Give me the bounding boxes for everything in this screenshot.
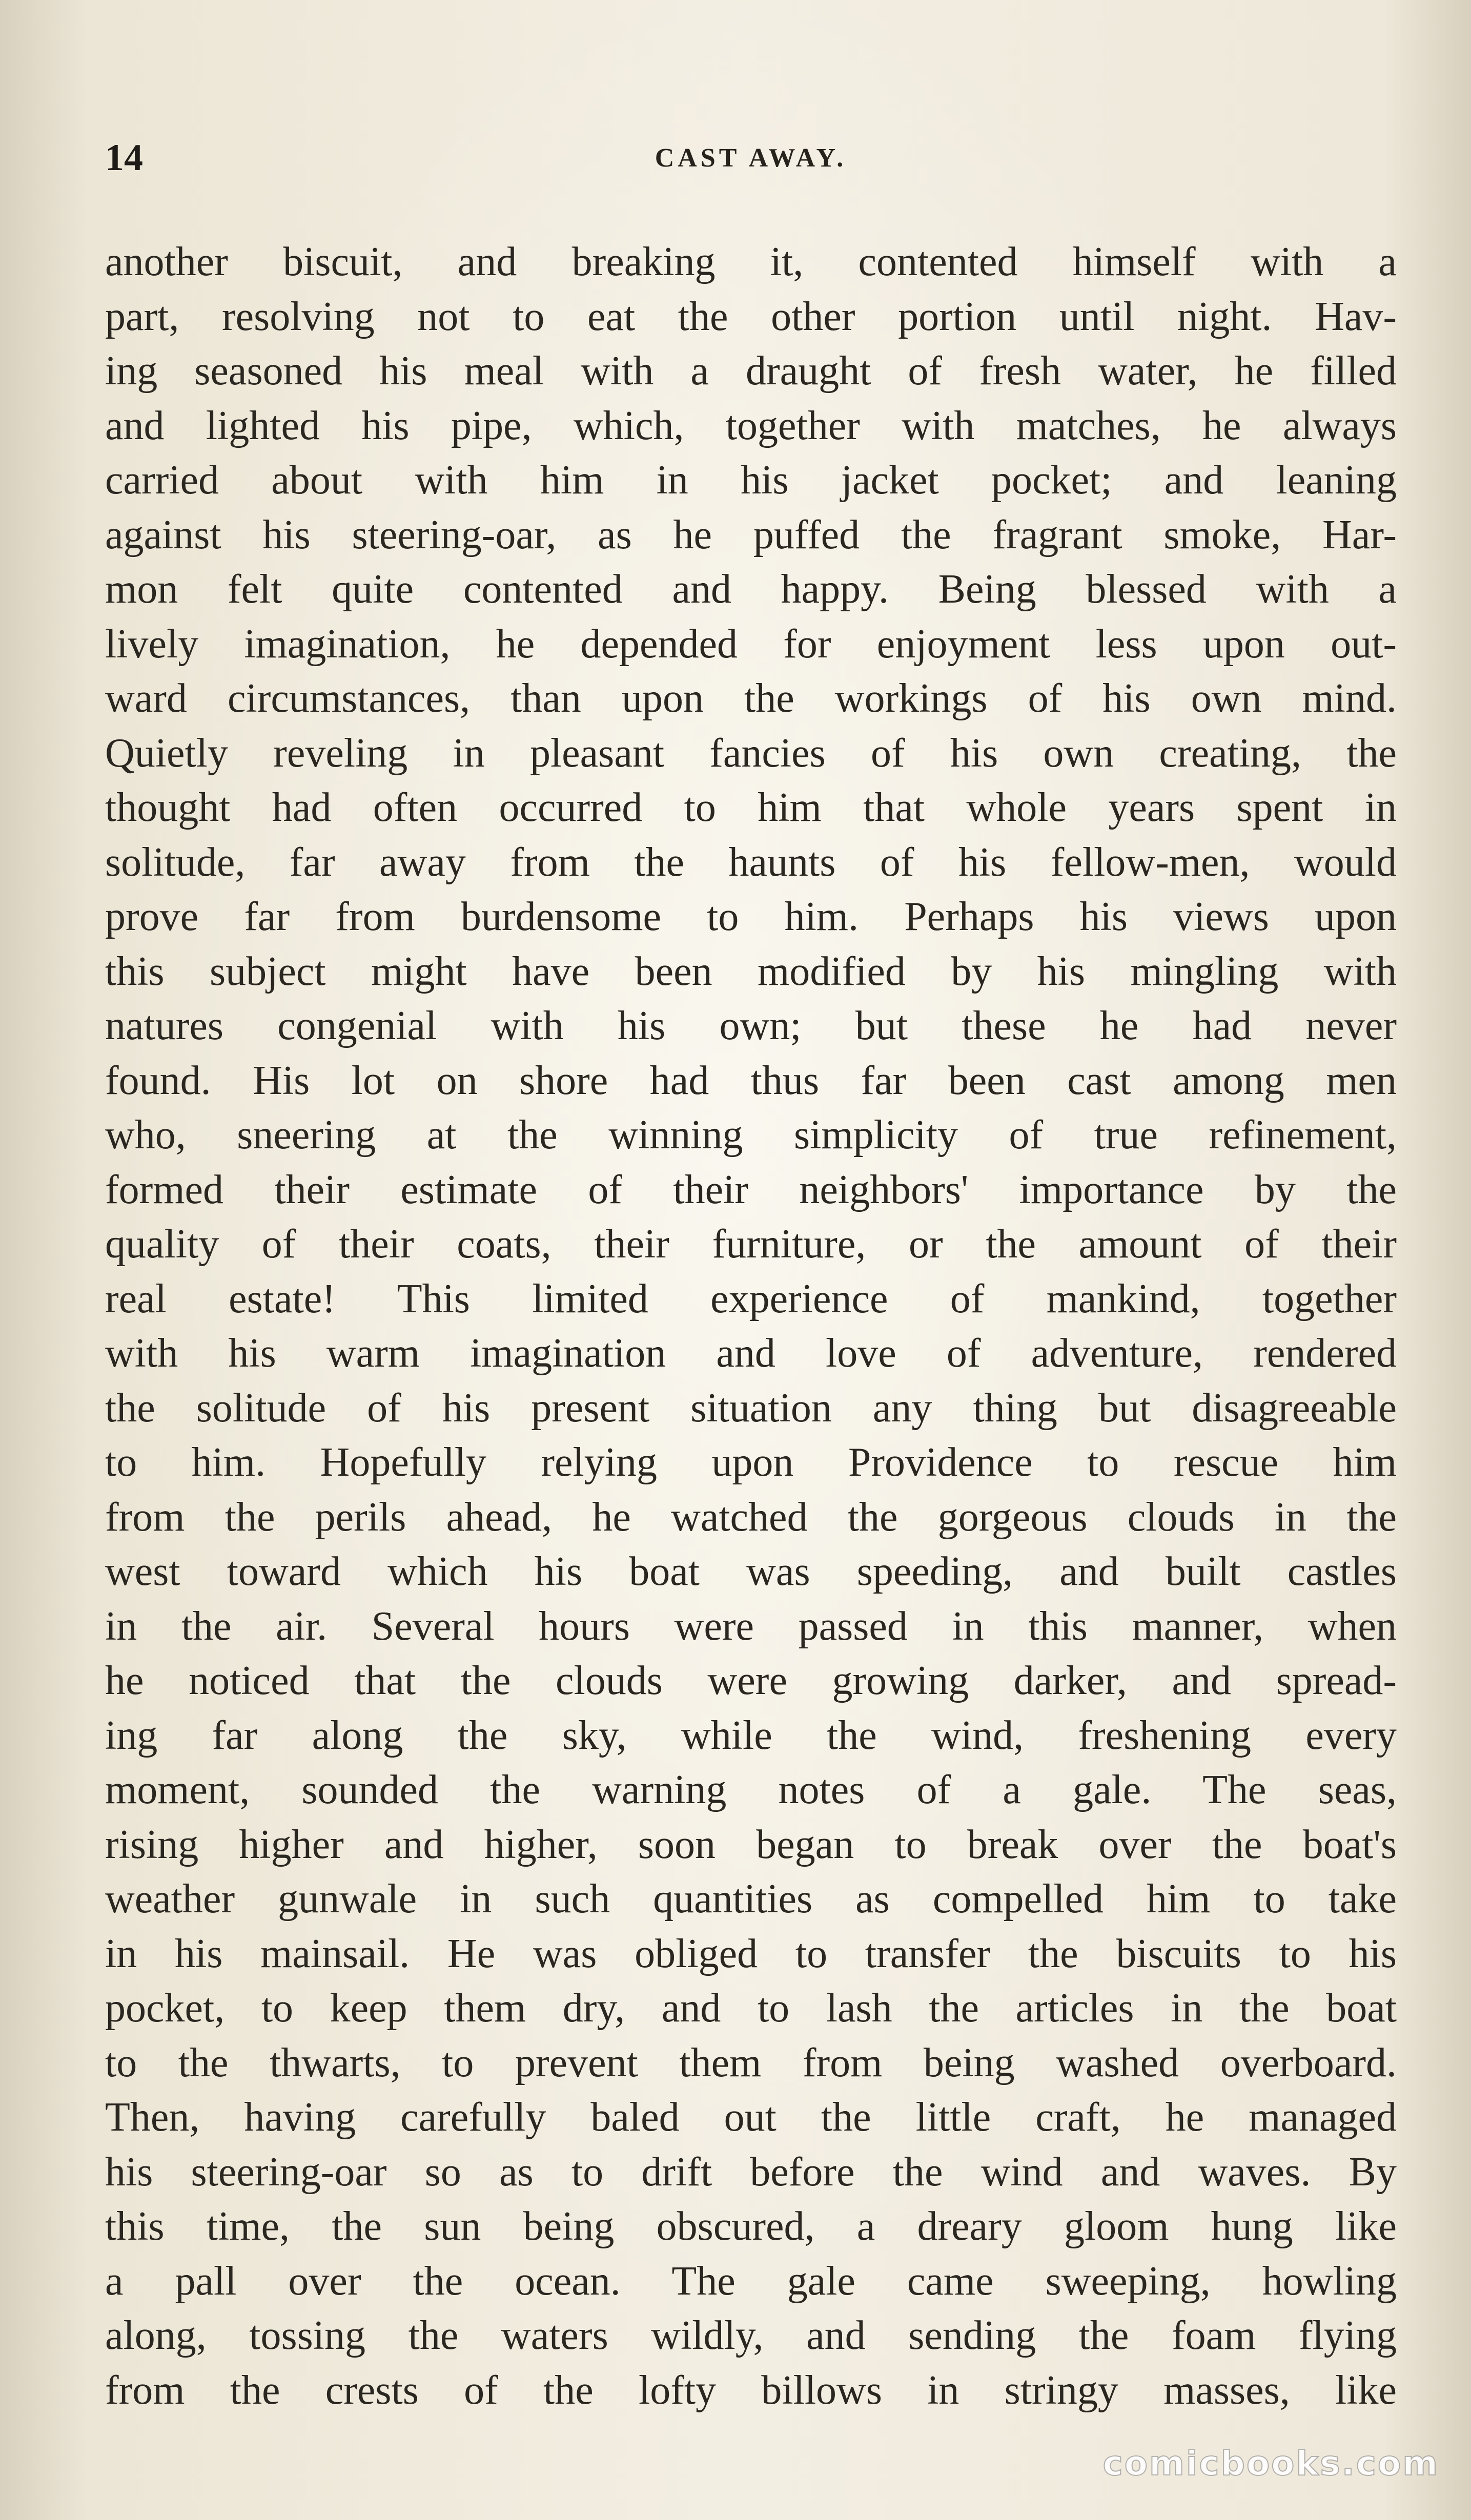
text-line: a pall over the ocean. The gale came sweeping, howling — [105, 2258, 1397, 2304]
text-line: solitude, far away from the haunts of his fellow-men, would — [105, 839, 1397, 885]
text-line: from the perils ahead, he watched the gorgeous clouds in the — [105, 1494, 1397, 1540]
text-line: part, resolving not to eat the other portion until night. Hav- — [105, 294, 1397, 339]
text-line: pocket, to keep them dry, and to lash the articles in the boat — [105, 1986, 1397, 2031]
text-line: ing seasoned his meal with a draught of fresh water, he filled — [105, 348, 1397, 394]
text-line: his steering-oar so as to drift before the wind and waves. By — [105, 2149, 1397, 2195]
text-line: who, sneering at the winning simplicity of true refinement, — [105, 1112, 1397, 1158]
text-line: lively imagination, he depended for enjoyment less upon out- — [105, 621, 1397, 667]
text-line: west toward which his boat was speeding, and built castles — [105, 1549, 1397, 1594]
text-line: Quietly reveling in pleasant fancies of his own creating, the — [105, 730, 1397, 776]
text-line: to him. Hopefully relying upon Providence to rescue him — [105, 1440, 1397, 1485]
text-line: rising higher and higher, soon began to break over the boat's — [105, 1822, 1397, 1867]
text-line: to the thwarts, to prevent them from being washed overboard. — [105, 2040, 1397, 2085]
text-line: from the crests of the lofty billows in stringy masses, like — [105, 2367, 1397, 2413]
text-line: in the air. Several hours were passed in this manner, when — [105, 1603, 1397, 1649]
body-text — [105, 235, 1397, 2418]
text-line: ward circumstances, than upon the workings of his own mind. — [105, 676, 1397, 721]
text-line: against his steering-oar, as he puffed the fragrant smoke, Har- — [105, 512, 1397, 557]
text-line: thought had often occurred to him that whole years spent in — [105, 785, 1397, 830]
text-line: he noticed that the clouds were growing darker, and spread- — [105, 1658, 1397, 1703]
running-head — [105, 137, 1397, 178]
text-line: weather gunwale in such quantities as compelled him to take — [105, 1876, 1397, 1922]
page-number: 14 — [105, 137, 143, 179]
text-line: this subject might have been modified by his mingling with — [105, 948, 1397, 994]
text-line: in his mainsail. He was obliged to transfer the biscuits to his — [105, 1931, 1397, 1976]
text-line: Then, having carefully baled out the little craft, he managed — [105, 2095, 1397, 2140]
text-line: another biscuit, and breaking it, contented himself with a — [105, 239, 1397, 284]
running-title: CAST AWAY. — [655, 143, 847, 173]
text-line: along, tossing the waters wildly, and sending the foam flying — [105, 2313, 1397, 2358]
text-line: ing far along the sky, while the wind, freshening every — [105, 1712, 1397, 1758]
text-line: real estate! This limited experience of mankind, together — [105, 1276, 1397, 1321]
text-line: formed their estimate of their neighbors' importance by the — [105, 1167, 1397, 1212]
text-line: and lighted his pipe, which, together with matches, he always — [105, 403, 1397, 448]
text-line: prove far from burdensome to him. Perhaps his views upon — [105, 894, 1397, 939]
text-line: moment, sounded the warning notes of a gale. The seas, — [105, 1767, 1397, 1812]
watermark: comicbooks.com — [1102, 2444, 1439, 2483]
text-line: this time, the sun being obscured, a dreary gloom hung like — [105, 2204, 1397, 2249]
text-line: carried about with him in his jacket pocket; and leaning — [105, 458, 1397, 503]
text-line: natures congenial with his own; but these he had never — [105, 1003, 1397, 1048]
text-line: the solitude of his present situation any thing but disagreeable — [105, 1385, 1397, 1431]
text-line: with his warm imagination and love of adventure, rendered — [105, 1331, 1397, 1376]
text-line: found. His lot on shore had thus far been cast among men — [105, 1058, 1397, 1103]
text-line: quality of their coats, their furniture, or the amount of their — [105, 1222, 1397, 1267]
text-line: mon felt quite contented and happy. Being blessed with a — [105, 567, 1397, 612]
